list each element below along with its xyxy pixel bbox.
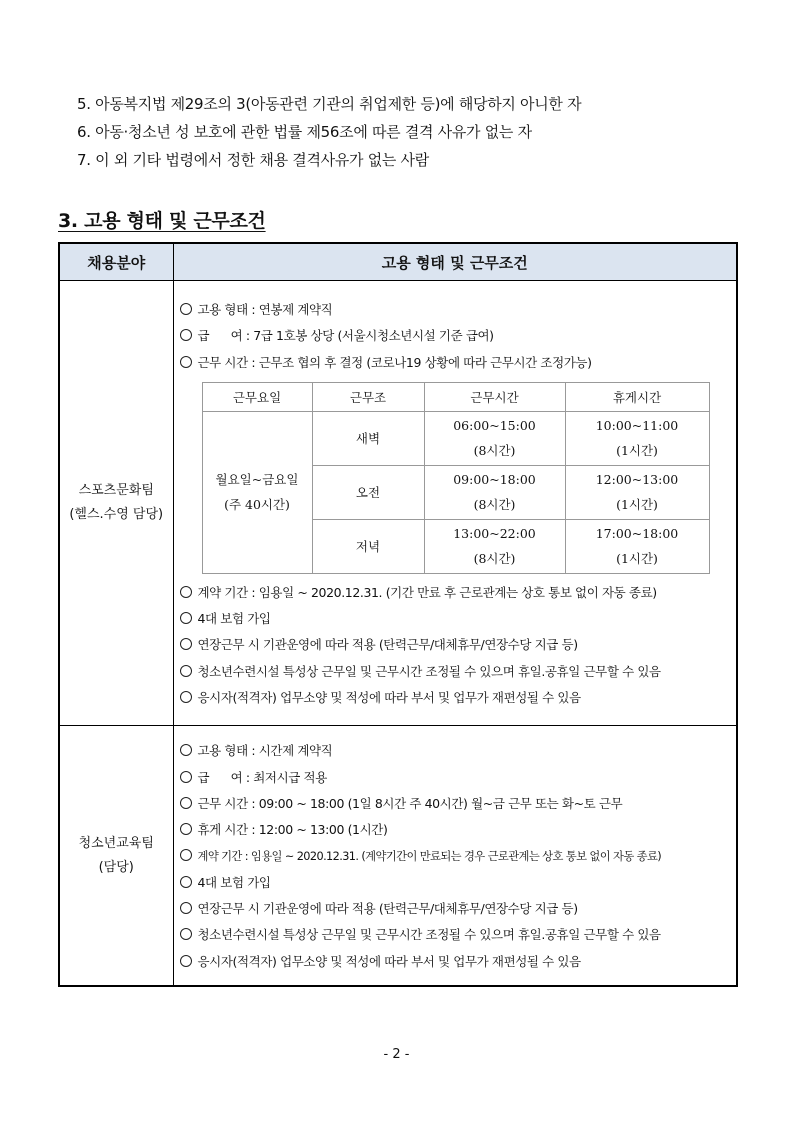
team-name: 스포츠문화팀: [78, 483, 154, 499]
table-header-row: [59, 243, 737, 281]
shift-name: 저녁: [312, 519, 424, 573]
condition-item: 계약 기간 : 임용일 ~ 2020.12.31. (기간 만료 후 근로관계는 상호 통보 없이 자동 종료): [180, 580, 737, 606]
schedule-header: 근무시간: [424, 382, 565, 411]
header-field: 채용분야: [59, 243, 173, 281]
qualification-item: 6. 아동·청소년 성 보호에 관한 법률 제56조에 따른 결격 사유가 없는 자: [77, 123, 532, 141]
circle-bullet-icon: [180, 665, 192, 677]
schedule-header: 근무요일: [202, 382, 312, 411]
team-name: 청소년교육팀: [78, 835, 154, 851]
work-days-cell: 월요일~금요일 (주 40시간): [202, 411, 312, 573]
condition-item: 급 여 : 최저시급 적용: [180, 765, 737, 791]
circle-bullet-icon: [180, 823, 192, 835]
condition-item: 청소년수련시설 특성상 근무일 및 근무시간 조정될 수 있으며 휴일.공휴일 근무할 수 있음: [180, 922, 737, 948]
schedule-header-row: [202, 382, 709, 411]
table-row-sports: [59, 281, 737, 726]
condition-item: 고용 형태 : 시간제 계약직: [180, 738, 737, 764]
header-conditions: 고용 형태 및 근무조건: [173, 243, 737, 281]
team-cell-youth: [59, 726, 173, 986]
circle-bullet-icon: [180, 329, 192, 341]
schedule-header: 휴게시간: [565, 382, 709, 411]
circle-bullet-icon: [180, 797, 192, 809]
shift-time: 09:00~18:00 (8시간): [424, 465, 565, 519]
condition-item: 근무 시간 : 근무조 협의 후 결정 (코로나19 상황에 따라 근무시간 조정가능): [180, 350, 737, 376]
team-duty: (담당): [98, 859, 134, 875]
shift-name: 새벽: [312, 411, 424, 465]
circle-bullet-icon: [180, 876, 192, 888]
condition-item: 응시자(적격자) 업무소양 및 적성에 따라 부서 및 업무가 재편성될 수 있음: [180, 949, 737, 975]
table-row-youth: [59, 726, 737, 986]
circle-bullet-icon: [180, 955, 192, 967]
condition-item: 청소년수련시설 특성상 근무일 및 근무시간 조정될 수 있으며 휴일.공휴일 근무할 수 있음: [180, 659, 737, 685]
circle-bullet-icon: [180, 691, 192, 703]
circle-bullet-icon: [180, 356, 192, 368]
circle-bullet-icon: [180, 303, 192, 315]
team-cell-sports: [59, 281, 173, 726]
condition-item: 연장근무 시 기관운영에 따라 적용 (탄력근무/대체휴무/연장수당 지급 등): [180, 896, 737, 922]
schedule-table-wrap: [180, 376, 737, 580]
qualification-item: 7. 이 외 기타 법령에서 정한 채용 결격사유가 없는 사람: [77, 151, 429, 169]
circle-bullet-icon: [180, 638, 192, 650]
condition-item: 근무 시간 : 09:00 ~ 18:00 (1일 8시간 주 40시간) 월~금 근무 또는 화~토 근무: [180, 791, 737, 817]
circle-bullet-icon: [180, 612, 192, 624]
qualification-item: 5. 아동복지법 제29조의 3(아동관련 기관의 취업제한 등)에 해당하지 아니한 자: [77, 95, 582, 113]
schedule-header: 근무조: [312, 382, 424, 411]
schedule-table: [202, 382, 710, 574]
conditions-cell-sports: [173, 281, 737, 726]
schedule-row: [202, 411, 709, 465]
break-time: 17:00~18:00 (1시간): [565, 519, 709, 573]
condition-item: 응시자(적격자) 업무소양 및 적성에 따라 부서 및 업무가 재편성될 수 있음: [180, 685, 737, 711]
circle-bullet-icon: [180, 586, 192, 598]
condition-item: 계약 기간 : 임용일 ~ 2020.12.31. (계약기간이 만료되는 경우 근로관계는 상호 통보 없이 자동 종료): [180, 844, 737, 870]
section-title: 3. 고용 형태 및 근무조건: [58, 210, 266, 232]
shift-time: 06:00~15:00 (8시간): [424, 411, 565, 465]
condition-item: 연장근무 시 기관운영에 따라 적용 (탄력근무/대체휴무/연장수당 지급 등): [180, 632, 737, 658]
circle-bullet-icon: [180, 744, 192, 756]
break-time: 12:00~13:00 (1시간): [565, 465, 709, 519]
condition-item: 휴게 시간 : 12:00 ~ 13:00 (1시간): [180, 817, 737, 843]
employment-conditions-table: [58, 242, 738, 987]
page-number: - 2 -: [383, 1047, 410, 1062]
circle-bullet-icon: [180, 771, 192, 783]
circle-bullet-icon: [180, 902, 192, 914]
qualification-list: [77, 90, 767, 174]
circle-bullet-icon: [180, 849, 192, 861]
shift-time: 13:00~22:00 (8시간): [424, 519, 565, 573]
condition-item: 4대 보험 가입: [180, 870, 737, 896]
condition-item: 고용 형태 : 연봉제 계약직: [180, 297, 737, 323]
team-duty: (헬스.수영 담당): [69, 507, 164, 523]
conditions-cell-youth: [173, 726, 737, 986]
circle-bullet-icon: [180, 928, 192, 940]
condition-item: 4대 보험 가입: [180, 606, 737, 632]
shift-name: 오전: [312, 465, 424, 519]
break-time: 10:00~11:00 (1시간): [565, 411, 709, 465]
condition-item: 급 여 : 7급 1호봉 상당 (서울시청소년시설 기준 급여): [180, 323, 737, 349]
